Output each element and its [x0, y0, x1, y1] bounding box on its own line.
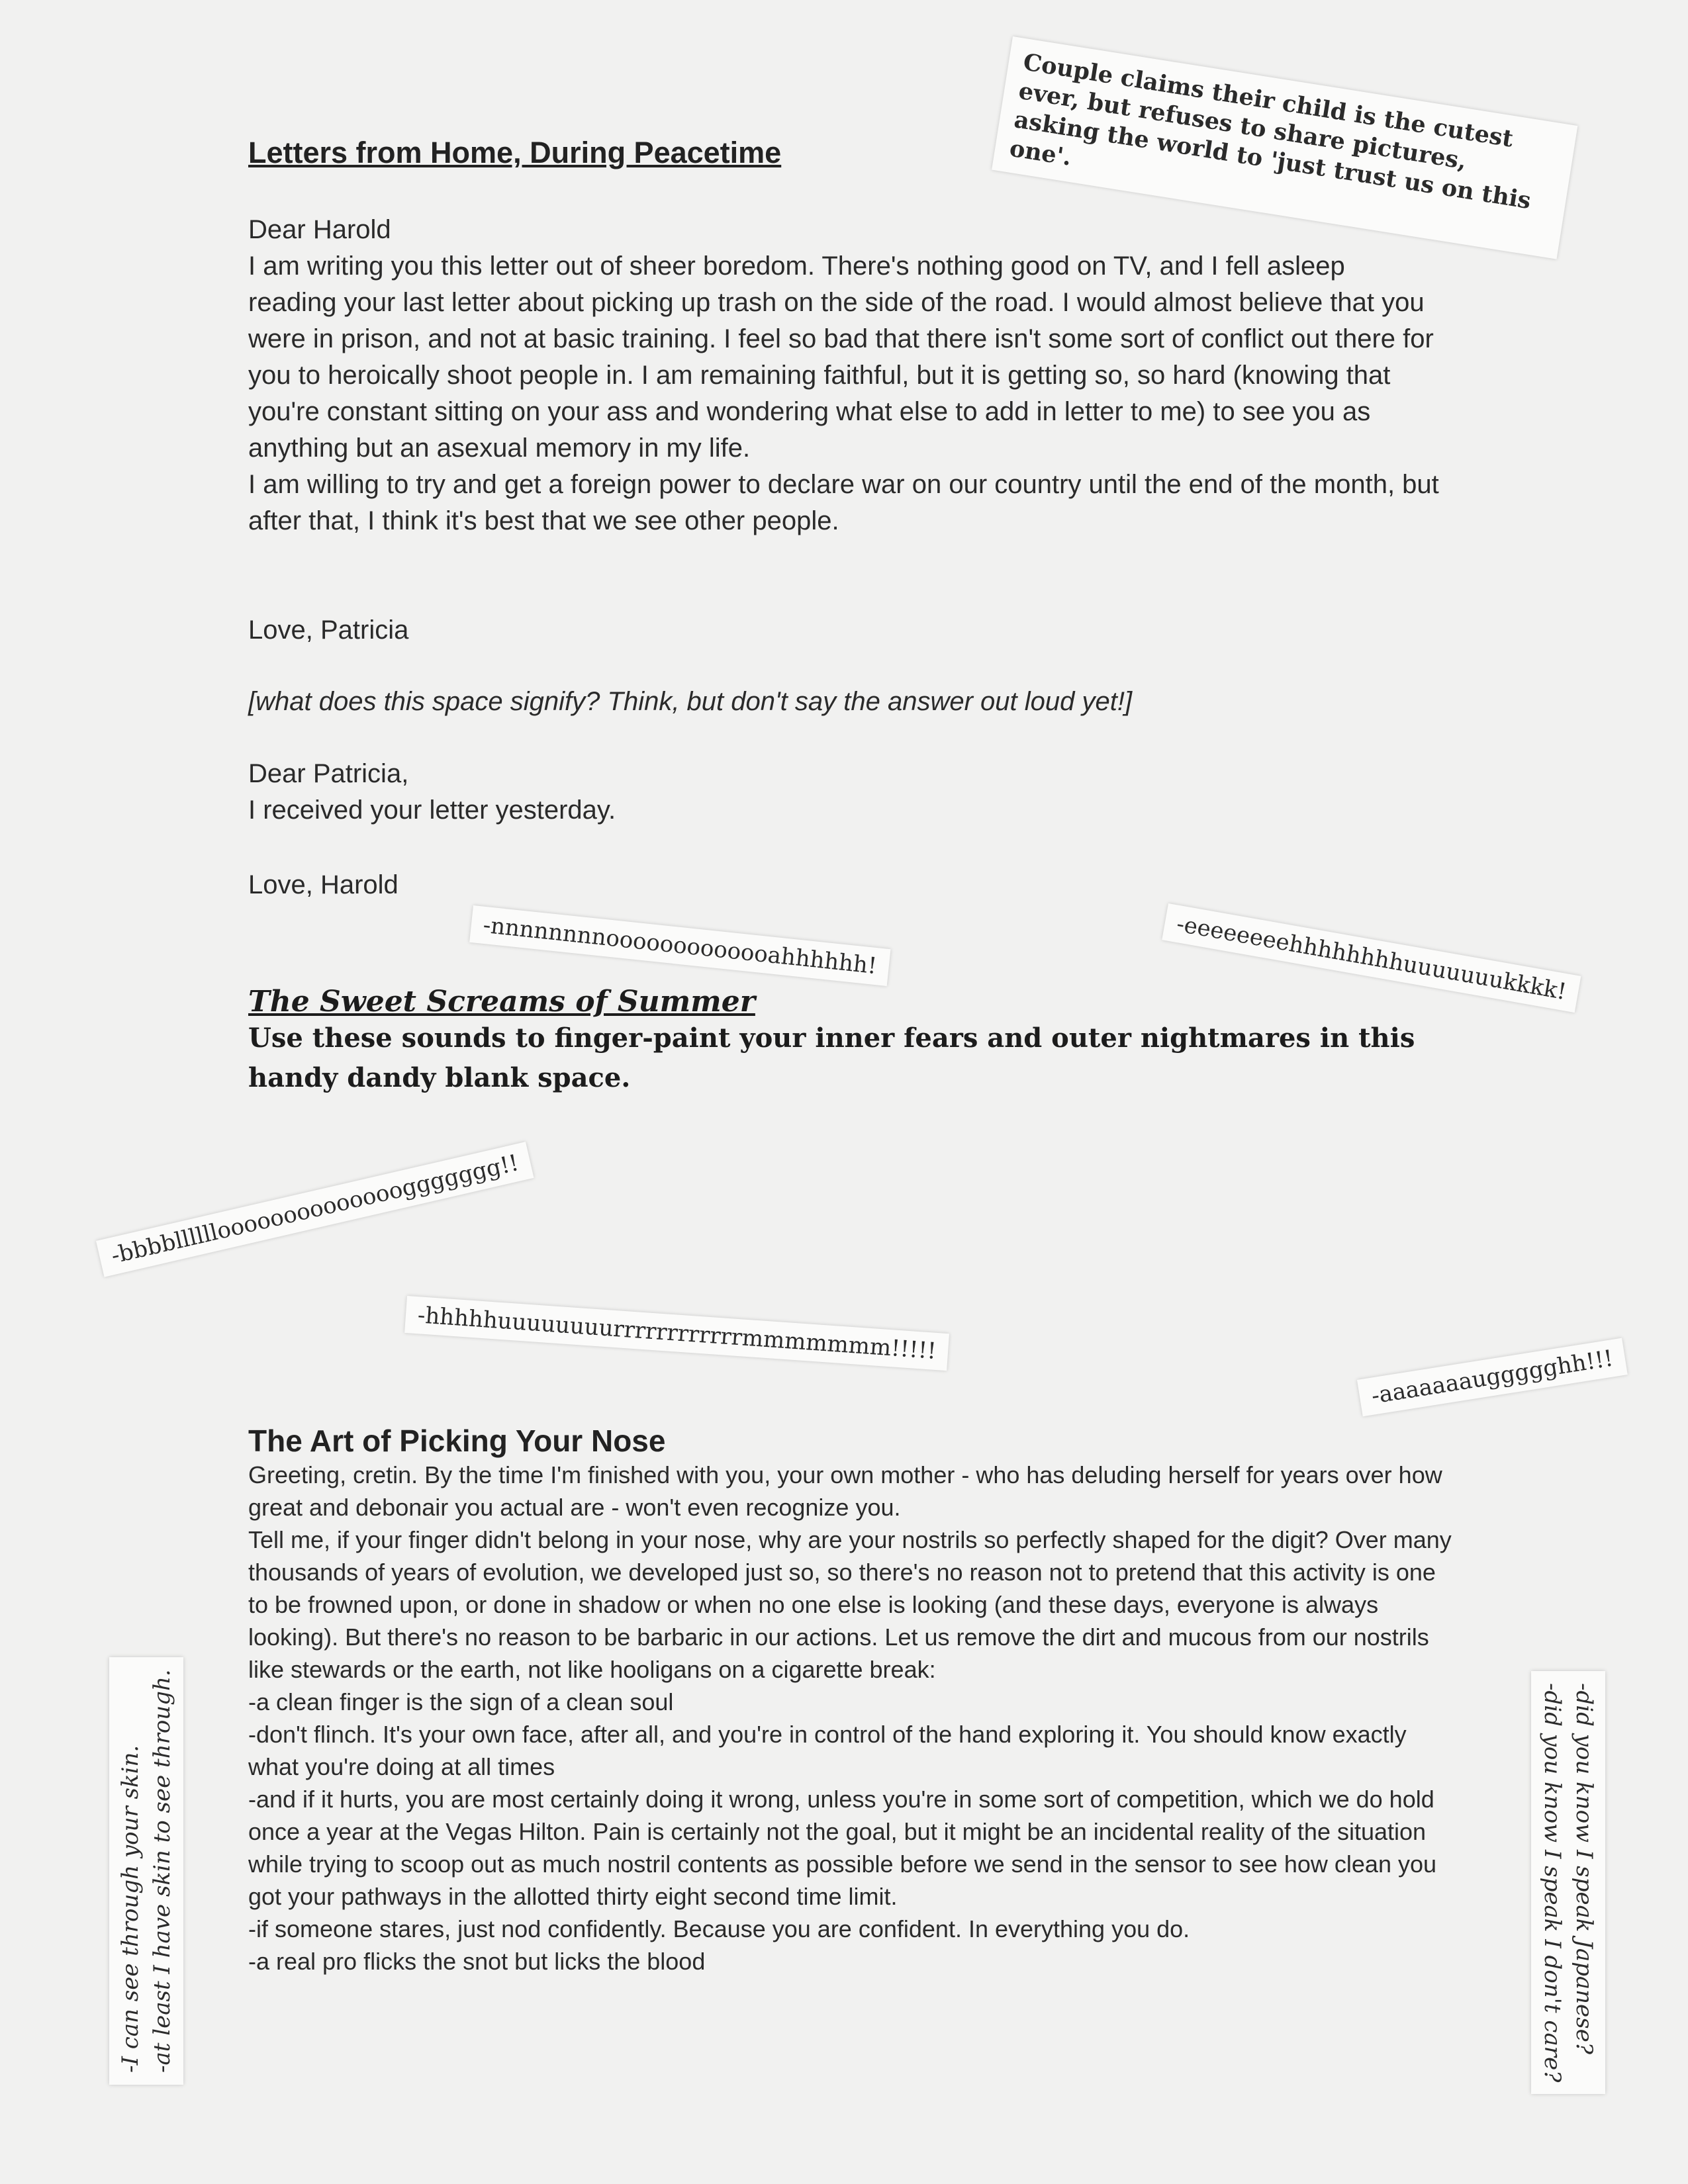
letters-title: Letters from Home, During Peacetime	[248, 136, 782, 169]
screams-section	[248, 985, 1440, 1098]
side-note-line: -I can see through your skin.	[117, 1745, 144, 2073]
letter-signoff-block	[248, 612, 1519, 649]
scream-strip: -eeeeeeeehhhhhhhhuuuuuuukkkk!	[1162, 903, 1581, 1013]
nose-line: Tell me, if your finger didn't belong in your nose, why are your nostrils so perfectly shaped for the digit? Over many thousands of years of evolution, we developed just so, so there's no reason not to pretend that this activity is one to be frowned upon, or done in shadow or when no one else is looking (and these days, everyone is always looking). But there's no reason to be barbaric in our actions. Let us remove the dirt and mucous from our nostrils like stewards or the earth, not like hooligans on a cigarette break:	[248, 1526, 1452, 1683]
nose-title: The Art of Picking Your Nose	[248, 1424, 666, 1458]
letter-from-patricia	[248, 212, 1440, 539]
nose-line: Greeting, cretin. By the time I'm finished with you, your own mother - who has deluding herself for years over how great and debonair you actual are - won't even recognize you.	[248, 1461, 1442, 1521]
letter-greeting: Dear Harold	[248, 215, 391, 244]
letter-from-harold	[248, 756, 1519, 829]
scream-strip: -bbbbllllllooooooooooooooggggggg!!	[96, 1142, 534, 1277]
nose-line: -a real pro flicks the snot but licks the blood	[248, 1948, 706, 1975]
letter-signoff: Love, Patricia	[248, 615, 409, 645]
side-note-line: -at least I have skin to see through.	[149, 1669, 175, 2073]
side-note-left	[109, 1657, 183, 2085]
reply-signoff-block	[248, 867, 1519, 903]
reply-signoff: Love, Harold	[248, 870, 399, 899]
side-note-right	[1531, 1671, 1605, 2094]
screams-title: The Sweet Screams of Summer	[248, 985, 755, 1019]
nose-line: -a clean finger is the sign of a clean soul	[248, 1688, 674, 1715]
scream-strip: -nnnnnnnnooooooooooooahhhhhh!	[469, 905, 890, 986]
scream-strip: -hhhhhuuuuuuuurrrrrrrrrrrrmmmmmmm!!!!!	[404, 1296, 949, 1371]
letter-aside: [what does this space signify? Think, but don't say the answer out loud yet!]	[248, 687, 1133, 716]
side-note-line: -did you know I speak Japanese?	[1571, 1683, 1597, 2054]
screams-subtitle: Use these sounds to finger-paint your inner fears and outer nightmares in this handy dandy blank space.	[248, 1023, 1415, 1093]
nose-line: -don't flinch. It's your own face, after all, and you're in control of the hand exploring it. You should know exactly what you're doing at all times	[248, 1721, 1407, 1780]
letter-aside-block	[248, 684, 1519, 720]
letter-paragraph: I am willing to try and get a foreign power to declare war on our country until the end of the month, but after that, I think it's best that we see other people.	[248, 470, 1439, 535]
scream-strip: -aaaaaaauggggghh!!!	[1357, 1338, 1628, 1417]
nose-section	[248, 1423, 1460, 1978]
side-note-line: -did you know I speak I don't care?	[1539, 1683, 1566, 2083]
reply-body: I received your letter yesterday.	[248, 796, 616, 825]
reply-greeting: Dear Patricia,	[248, 759, 409, 788]
nose-line: -if someone stares, just nod confidently. Because you are confident. In everything you do.	[248, 1915, 1190, 1942]
letter-paragraph: I am writing you this letter out of sheer boredom. There's nothing good on TV, and I fell asleep reading your last letter about picking up trash on the side of the road. I would almost believe that you were in prison, and not at basic training. I feel so bad that there isn't some sort of conflict out there for you to heroically shoot people in. I am remaining faithful, but it is getting so, so hard (knowing that you're constant sitting on your ass and wondering what else to add in letter to me) to see you as anything but an asexual memory in my life.	[248, 251, 1434, 463]
nose-line: -and if it hurts, you are most certainly doing it wrong, unless you're in some sort of competition, which we do hold once a year at the Vegas Hilton. Pain is certainly not the goal, but it might be an incidental reality of the situation while trying to scoop out as much nostril contents as possible before we send in the sensor to see how clean you got your pathways in the allotted thirty eight second time limit.	[248, 1786, 1437, 1910]
news-clipping: Couple claims their child is the cutest ever, but refuses to share pictures, asking the world to 'just trust us on this one'.	[992, 36, 1577, 259]
